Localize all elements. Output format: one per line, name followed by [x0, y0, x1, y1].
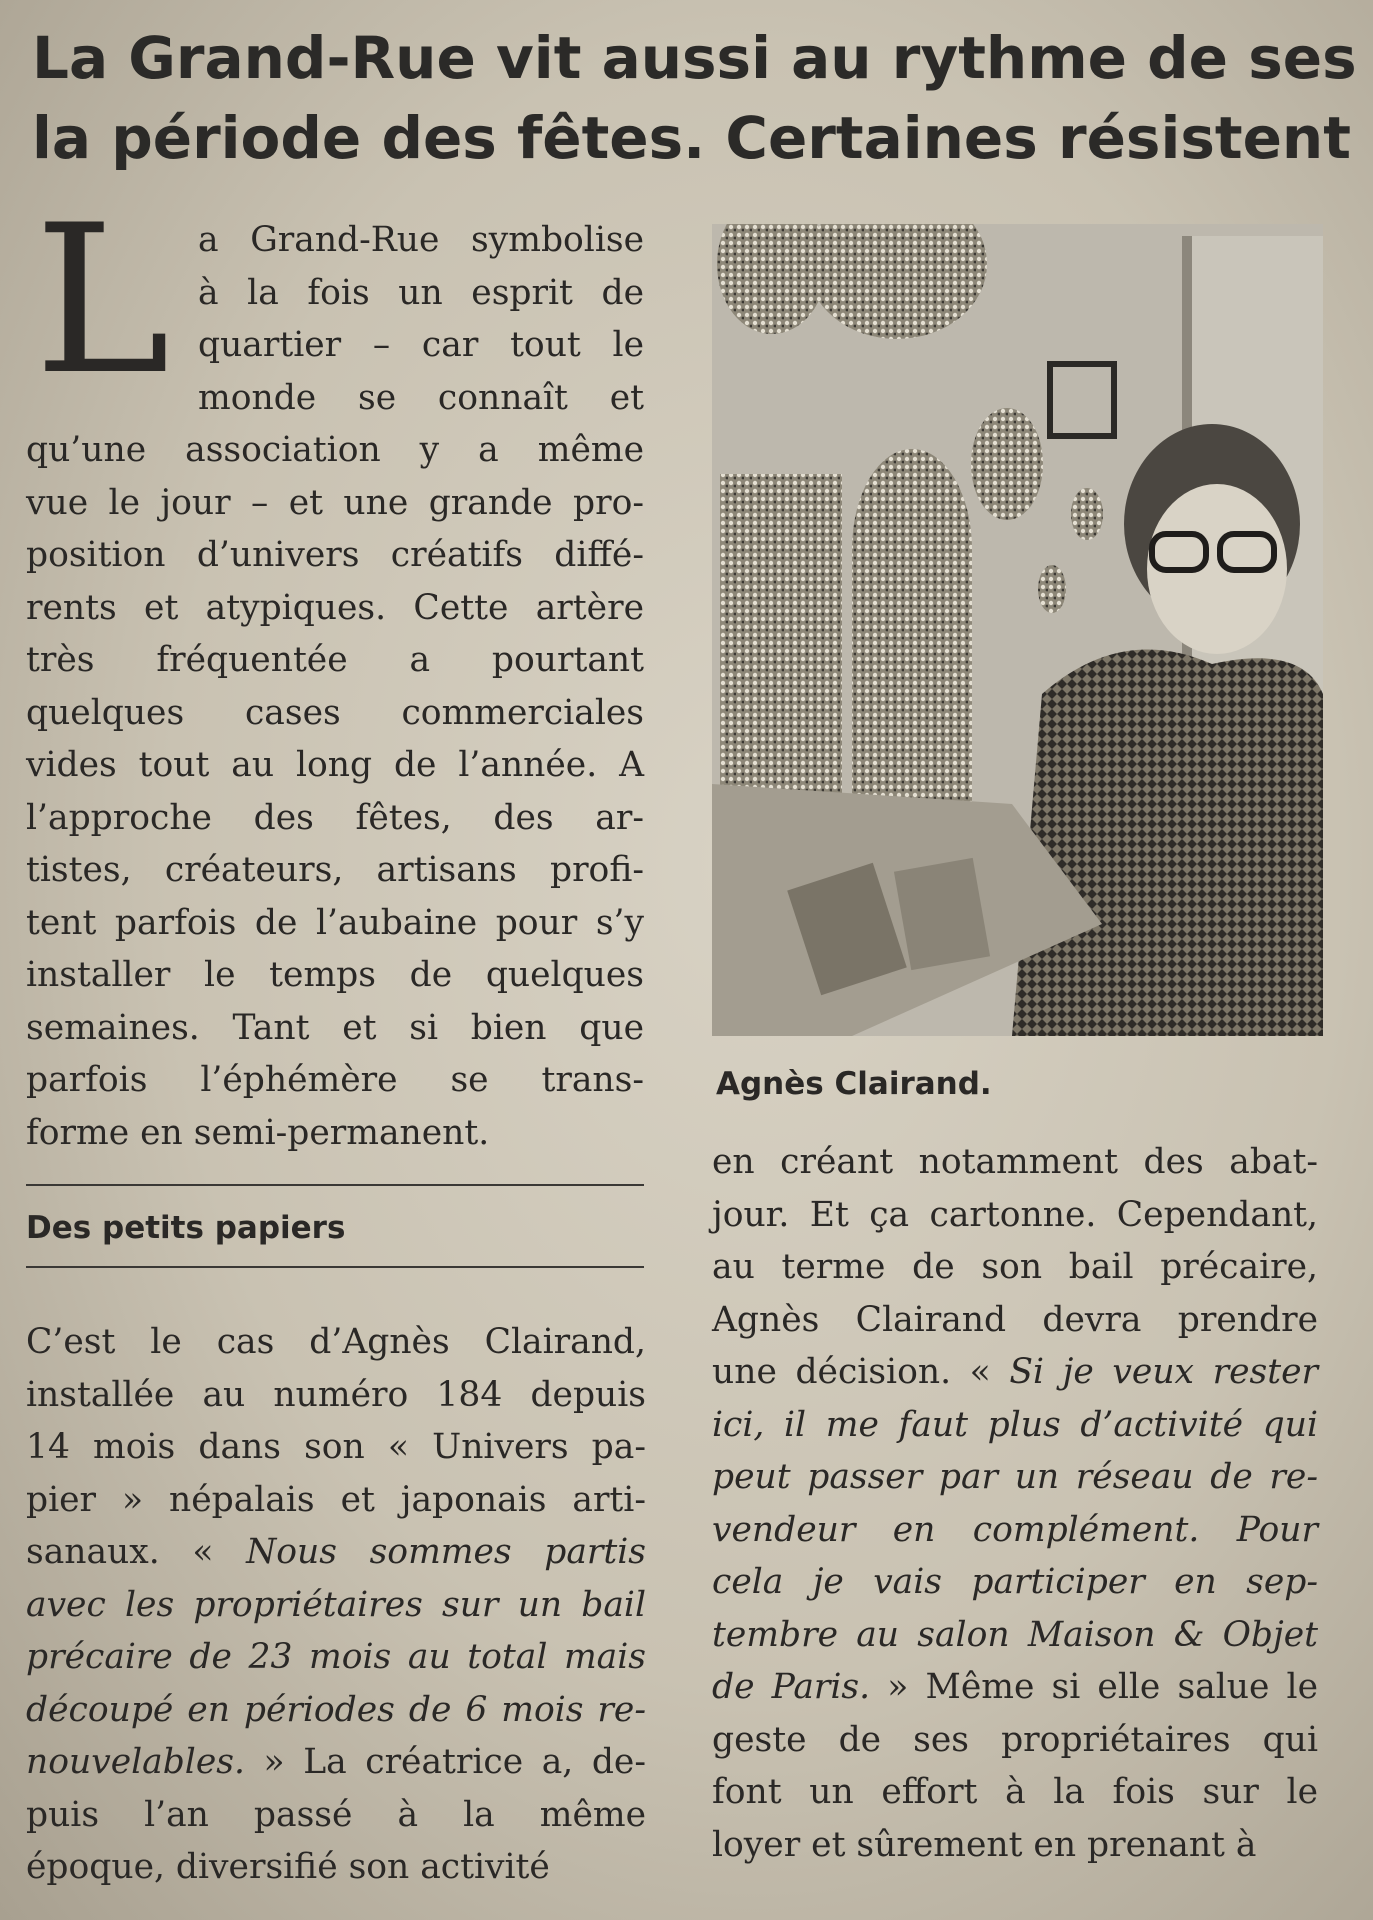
article-headline [32, 18, 1362, 178]
text-run: » Même si elle salue le [887, 1667, 1319, 1707]
text-line: l’approche des fêtes, des ar- [26, 797, 644, 838]
text-line: époque, diversifié son activité [26, 1847, 550, 1887]
quote-run: de Paris. [712, 1667, 871, 1707]
text-line: semaines. Tant et si bien que [26, 1007, 644, 1048]
text-line: installer le temps de quelques [26, 955, 644, 995]
quote-run: peut passer par un réseau de re- [712, 1457, 1318, 1497]
text-line: Agnès Clairand devra prendre [712, 1299, 1318, 1340]
photo-illustration [712, 224, 1323, 1036]
text-line: tent parfois de l’aubaine pour s’y [26, 902, 644, 943]
text-line [26, 1684, 646, 1737]
text-run: » La créatrice a, de- [263, 1742, 647, 1782]
text-run: une décision. « [712, 1352, 991, 1392]
text-line: installée au numéro 184 depuis [26, 1374, 646, 1415]
section-paragraph-right [712, 1136, 1318, 1871]
quote-run: ici, il me faut plus d’activité qui [712, 1404, 1318, 1445]
quote-run: découpé en périodes de 6 mois re- [26, 1689, 646, 1730]
text-line [26, 1631, 646, 1684]
text-line: loyer et sûrement en prenant à [712, 1824, 1257, 1865]
text-line: font un effort à la fois sur le [712, 1772, 1318, 1812]
subhead-rule-bottom [26, 1266, 644, 1268]
quote-run: tembre au salon Maison & Objet [712, 1614, 1318, 1655]
quote-run: Nous sommes partis [246, 1532, 647, 1572]
quote-run: Si je veux rester [1009, 1352, 1319, 1392]
text-line: forme en semi-permanent. [26, 1112, 490, 1153]
quote-run: précaire de 23 mois au total mais [26, 1637, 646, 1677]
text-line: parfois l’éphémère se trans- [26, 1060, 644, 1100]
headline-line-1: La Grand-Rue vit aussi au rythme de ses [32, 24, 1357, 92]
text-line: vides tout au long de l’année. A [26, 745, 644, 785]
section-paragraph-left [26, 1316, 646, 1894]
article-photo [712, 224, 1323, 1036]
text-line: monde se connaît et [198, 377, 644, 418]
quote-run: nouvelables. [26, 1742, 245, 1782]
text-line [712, 1609, 1318, 1662]
intro-paragraph [26, 214, 644, 1159]
text-line: au terme de son bail précaire, [712, 1247, 1318, 1287]
text-run: sanaux. « [26, 1532, 214, 1572]
subhead-rule-top [26, 1184, 644, 1186]
text-line [712, 1346, 1318, 1399]
text-line [712, 1504, 1318, 1557]
text-line: jour. Et ça cartonne. Cependant, [712, 1194, 1318, 1235]
text-line: quartier – car tout le [198, 325, 644, 365]
text-line: rents et atypiques. Cette artère [26, 587, 644, 628]
text-line: qu’une association y a même [26, 430, 644, 470]
photo-caption: Agnès Clairand. [716, 1066, 992, 1102]
text-line: geste de ses propriétaires qui [712, 1719, 1318, 1760]
text-line: puis l’an passé à la même [26, 1794, 646, 1835]
text-line [26, 1736, 646, 1789]
text-line: quelques cases commerciales [26, 692, 644, 733]
quote-run: cela je vais participer en sep- [712, 1562, 1318, 1602]
text-line [26, 1579, 646, 1632]
text-line: C’est le cas d’Agnès Clairand, [26, 1322, 646, 1362]
text-line: vue le jour – et une grande pro- [26, 482, 644, 523]
text-line: à la fois un esprit de [198, 272, 644, 313]
text-line: en créant notamment des abat- [712, 1142, 1318, 1182]
text-line [712, 1451, 1318, 1504]
text-line [712, 1661, 1318, 1714]
text-line [26, 1526, 646, 1579]
text-line: très fréquentée a pourtant [26, 640, 644, 680]
text-line: a Grand-Rue symbolise [198, 220, 644, 260]
text-line: 14 mois dans son « Univers pa- [26, 1427, 646, 1467]
text-line: position d’univers créatifs diffé- [26, 535, 644, 575]
text-line: pier » népalais et japonais arti- [26, 1479, 646, 1520]
section-subheading: Des petits papiers [26, 1210, 346, 1246]
text-line [712, 1399, 1318, 1452]
text-line: tistes, créateurs, artisans profi- [26, 850, 644, 890]
quote-run: avec les propriétaires sur un bail [26, 1584, 646, 1625]
text-line [712, 1556, 1318, 1609]
drop-cap: L [34, 182, 171, 420]
headline-line-2: la période des fêtes. Certaines résistent [32, 104, 1351, 172]
quote-run: vendeur en complément. Pour [712, 1509, 1318, 1550]
